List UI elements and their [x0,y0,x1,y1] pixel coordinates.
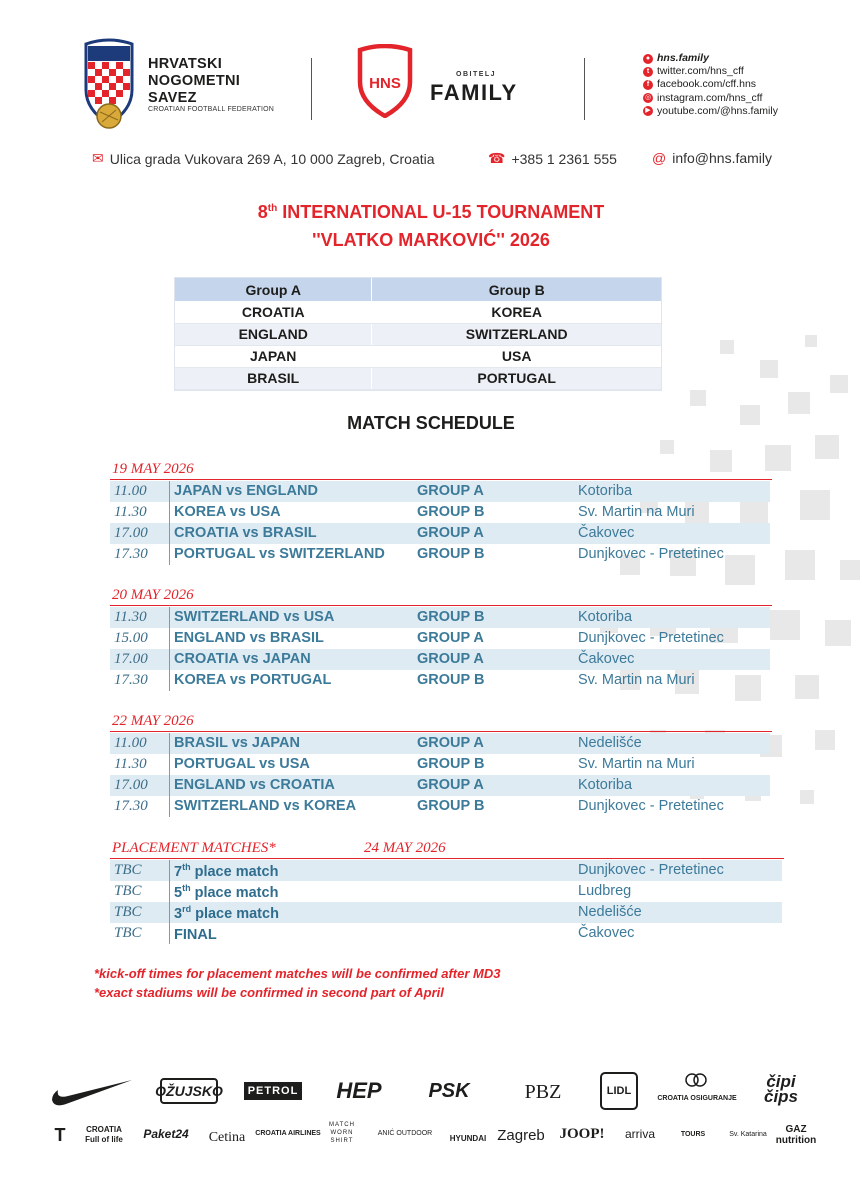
match-row: 11.30 KOREA vs USA GROUP B Sv. Martin na Muri [110,502,770,523]
sponsor-croatia-airlines: CROATIA AIRLINES [255,1129,321,1137]
match-row: 17.30 PORTUGAL vs SWITZERLAND GROUP B Dunjkovec - Pretetinec [110,544,770,565]
family-shield-logo [356,44,414,118]
social-link-web[interactable]: ● hns.family [643,52,778,65]
contact-address: ✉ Ulica grada Vukovara 269 A, 10 000 Zagreb, Croatia [92,150,435,167]
match-row: 17.00 ENGLAND vs CROATIA GROUP A Kotoriba [110,775,770,796]
instagram-icon: ◎ [644,94,652,102]
phone-icon: ☎ [488,150,506,166]
footnote: *kick-off times for placement matches will be confirmed after MD3 [94,966,501,981]
placement-date: 24 MAY 2026 [364,840,446,856]
day-divider [110,479,772,480]
placement-row: TBC FINAL Čakovec [114,925,635,943]
croatia-osiguranje-logo [684,1072,708,1088]
table-row: BRASIL PORTUGAL [175,367,661,389]
family-small-label: OBITELJ [456,71,497,78]
match-row: 11.30 PORTUGAL vs USA GROUP B Sv. Martin na Muri [110,754,770,775]
social-link-youtube[interactable]: ▶ youtube.com/@hns.family [643,105,778,118]
group-a-header: Group A [175,278,372,301]
footnote: *exact stadiums will be confirmed in second part of April [94,985,444,1000]
match-row: 11.30 SWITZERLAND vs USA GROUP B Kotoriba [110,607,770,628]
match-row: 17.00 CROATIA vs JAPAN GROUP A Čakovec [110,649,770,670]
sponsor-sv-katarina: Sv. Katarina [729,1130,767,1138]
sponsor-arriva: arriva [624,1127,655,1141]
table-row: JAPAN USA [175,345,661,367]
sponsor-match-worn-shirt: MATCH WORN SHIRT [329,1122,355,1144]
sponsor-cipi-cips: čipi čips [763,1072,799,1106]
header-divider-right [584,58,585,120]
hns-crest-logo [80,38,138,134]
match-row: 15.00 ENGLAND vs BRASIL GROUP A Dunjkovec - Pretetinec [110,628,770,649]
sponsor-zagreb: Zagreb [497,1126,545,1144]
placement-heading: PLACEMENT MATCHES* [112,840,276,856]
match-row: 17.30 KOREA vs PORTUGAL GROUP B Sv. Martin na Muri [110,670,770,691]
at-icon: @ [652,150,667,166]
envelope-icon: ✉ [92,150,104,166]
contact-phone: ☎ +385 1 2361 555 [488,150,617,167]
sponsor-telekom: T [54,1124,66,1145]
youtube-icon: ▶ [643,106,653,116]
day-divider [110,731,772,732]
sponsor-ozujsko: OŽUJSKO [160,1078,218,1104]
federation-subtitle: CROATIAN FOOTBALL FEDERATION [148,106,275,113]
placement-row: TBC 7th place match Dunjkovec - Pretetinec [110,860,782,881]
placement-row: TBC 3rd place match Nedelišće [110,902,782,923]
match-row: 11.00 JAPAN vs ENGLAND GROUP A Kotoriba [110,481,770,502]
social-links [643,52,778,118]
day-date: 19 MAY 2026 [112,461,194,477]
match-row: 17.00 CROATIA vs BRASIL GROUP A Čakovec [110,523,770,544]
table-row: CROATIA KOREA [175,301,661,323]
sponsor-cetina: Cetina [208,1130,246,1145]
day-divider [110,605,772,606]
sponsor-paket24: Paket24 [143,1127,189,1141]
contact-email[interactable]: @ info@hns.family [652,150,773,166]
group-b-header: Group B [372,278,661,301]
twitter-icon: t [643,67,653,77]
sponsor-petrol: PETROL [244,1082,302,1100]
placement-divider [110,858,784,859]
sponsor-lidl: LIDL [600,1072,638,1110]
day-date: 22 MAY 2026 [112,713,194,729]
globe-icon: ● [643,54,653,64]
match-row: 17.30 SWITZERLAND vs KOREA GROUP B Dunjkovec - Pretetinec [110,796,770,817]
sponsor-hep: HEP [336,1078,382,1103]
tournament-title-line2: ''VLATKO MARKOVIĆ'' 2026 [312,230,550,250]
table-row: ENGLAND SWITZERLAND [175,323,661,345]
sponsor-gaz-nutrition: GAZ nutrition [775,1124,817,1146]
sponsor-anic-outdoor: ANIĆ OUTDOOR [377,1129,433,1137]
social-link-instagram[interactable]: ◎ instagram.com/hns_cff [644,91,763,104]
sponsor-psk: PSK [428,1079,470,1102]
match-row: 11.00 BRASIL vs JAPAN GROUP A Nedelišće [110,733,770,754]
sponsor-joop: JOOP! [559,1125,605,1142]
sponsor-tours: TOURS [680,1130,706,1138]
sponsor-hyundai: HYUNDAI [449,1133,487,1143]
tournament-title-line1: 8th INTERNATIONAL U-15 TOURNAMENT [257,202,605,222]
nike-swoosh-logo [48,1074,134,1110]
day-date: 20 MAY 2026 [112,587,194,603]
social-link-facebook[interactable]: f facebook.com/cff.hns [643,78,778,91]
social-link-twitter[interactable]: t twitter.com/hns_cff [643,65,778,78]
header-divider [311,58,312,120]
footnotes [94,964,501,1002]
svg-text:HNS: HNS [369,75,401,92]
schedule-title: MATCH SCHEDULE [347,413,515,433]
sponsor-pbz: PBZ [524,1080,562,1103]
federation-name: HRVATSKI NOGOMETNI SAVEZ [148,56,241,106]
placement-row: TBC 5th place match Ludbreg [114,883,632,901]
family-wordmark: FAMILY [430,80,518,105]
sponsor-croatia-osiguranje: CROATIA OSIGURANJE [657,1094,737,1102]
sponsor-croatia-full-of-life: CROATIA Full of life [85,1125,123,1144]
facebook-icon: f [643,80,653,90]
groups-table [175,278,661,390]
